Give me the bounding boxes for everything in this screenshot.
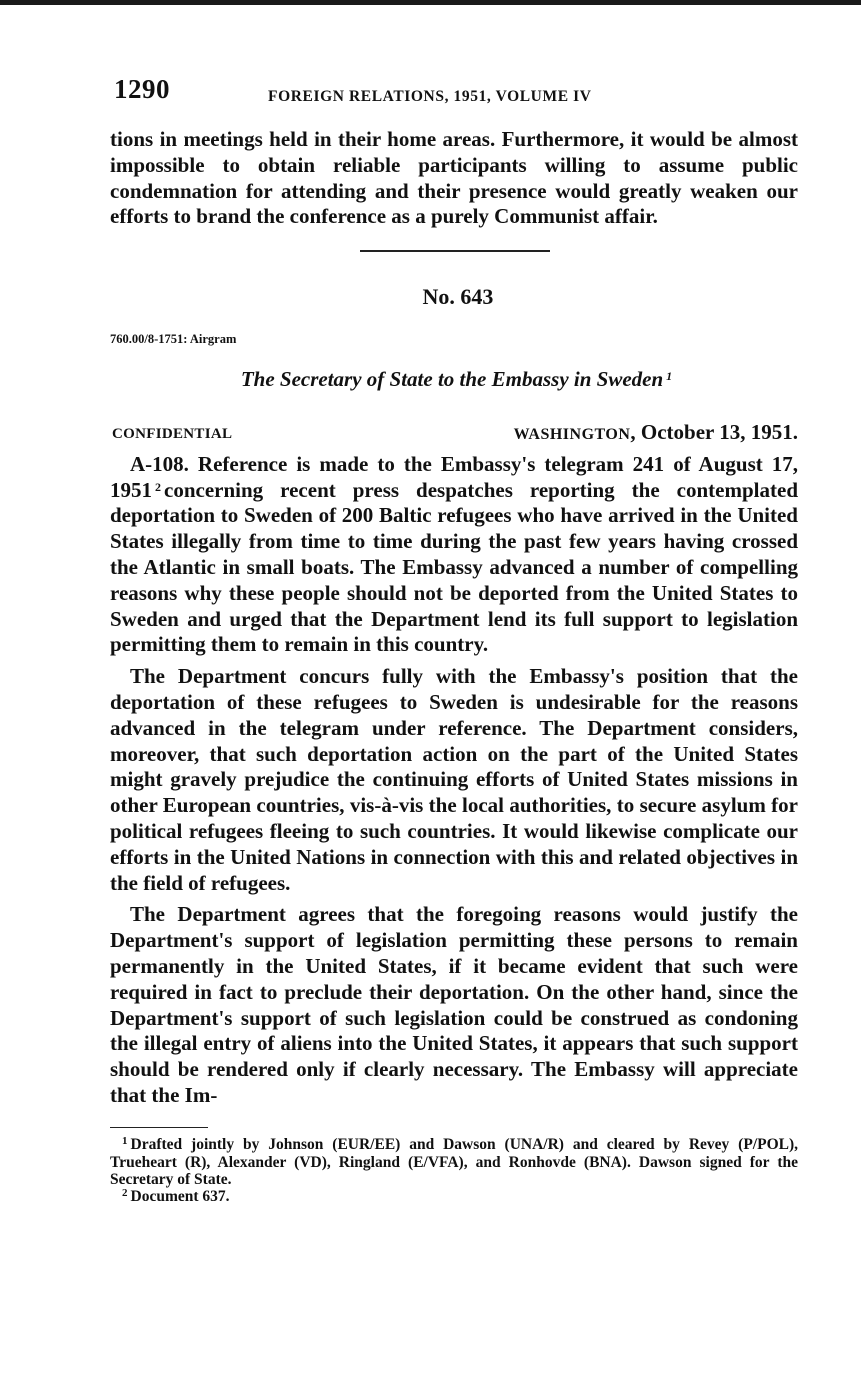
place-and-date: [514, 420, 798, 445]
footnote-2: [110, 1188, 798, 1205]
dateline: [110, 420, 798, 452]
volume-title: FOREIGN RELATIONS, 1951, VOLUME IV: [268, 88, 592, 105]
file-reference: 760.00/8-1751: Airgram: [110, 331, 237, 346]
p1-text-a: A-108. Reference is made to the Embassy's telegram 241 of August 17, 1951: [110, 451, 798, 502]
body-paragraph-3: The Department agrees that the foregoing reasons would justify the Department's support of legislation permitting these persons to remain permanently in the United States, if it became evident that such were required in fact to preclude their deportation. On the other hand, since the Department's support of such legislation could be construed as condoning the illegal entry of aliens into the United States, it appears that such support should be rendered only if clearly necessary. The Embassy will appreciate that the Im-: [110, 902, 798, 1107]
footnote-ref-2: 2: [155, 479, 161, 494]
place-name: [514, 426, 631, 443]
running-head: [110, 74, 798, 114]
p1-text-b: concerning recent press despatches reporting the contemplated deportation to Sweden of 200 Baltic refugees who have arrived in the United States illegally from time to time during the past few years having crossed the Atlantic in small boats. The Embassy advanced a number of compelling reasons why these people should not be deported from the United States to Sweden and urged that the Department lend its full support to legislation permitting them to remain in this country.: [110, 477, 798, 657]
document-heading-text: The Secretary of State to the Embassy in Sweden: [240, 366, 664, 391]
body-paragraph-1: [110, 452, 798, 658]
footnote-1-mark: 1: [122, 1135, 128, 1148]
top-edge-rule: [0, 0, 861, 5]
section-divider: [360, 250, 550, 252]
body-paragraph-2: The Department concurs fully with the Embassy's position that the deportation of these refugees to Sweden is undesirable for the reasons advanced in the telegram under reference. The Department considers, moreover, that such deportation action on the part of the United States might gravely prejudice the continuing efforts of United States missions in other European countries, vis-à-vis the local authorities, to secure asylum for political refugees fleeing to such countries. It would likewise complicate our efforts in the United Nations in connection with this and related objectives in the field of refugees.: [110, 664, 798, 895]
book-page: [110, 74, 798, 1205]
date-text: , October 13, 1951.: [630, 419, 798, 444]
place-text: WASHINGTON: [513, 425, 631, 443]
footnote-1: [110, 1136, 798, 1188]
continuation-paragraph: tions in meetings held in their home areas. Furthermore, it would be almost impossible to obtain reliable participants willing to assume public condemnation for attending and their presence would greatly weaken our efforts to brand the conference as a purely Communist affair.: [110, 127, 798, 229]
document-number: No. 643: [422, 283, 494, 309]
classification-label: CONFIDENTIAL: [112, 425, 233, 442]
footnote-2-text: Document 637.: [130, 1187, 230, 1205]
footnote-divider: [110, 1127, 208, 1129]
page-number: 1290: [114, 74, 170, 104]
footnote-1-text: Drafted jointly by Johnson (EUR/EE) and Dawson (UNA/R) and cleared by Revey (P/POL), Trueheart (R), Alexander (VD), Ringland (E/VFA), and Ronhovde (BNA). Dawson signed for the Secretary of State.: [110, 1136, 798, 1188]
document-heading: [110, 367, 798, 392]
footnote-ref-1: 1: [666, 368, 673, 383]
footnote-2-mark: 2: [122, 1186, 128, 1199]
